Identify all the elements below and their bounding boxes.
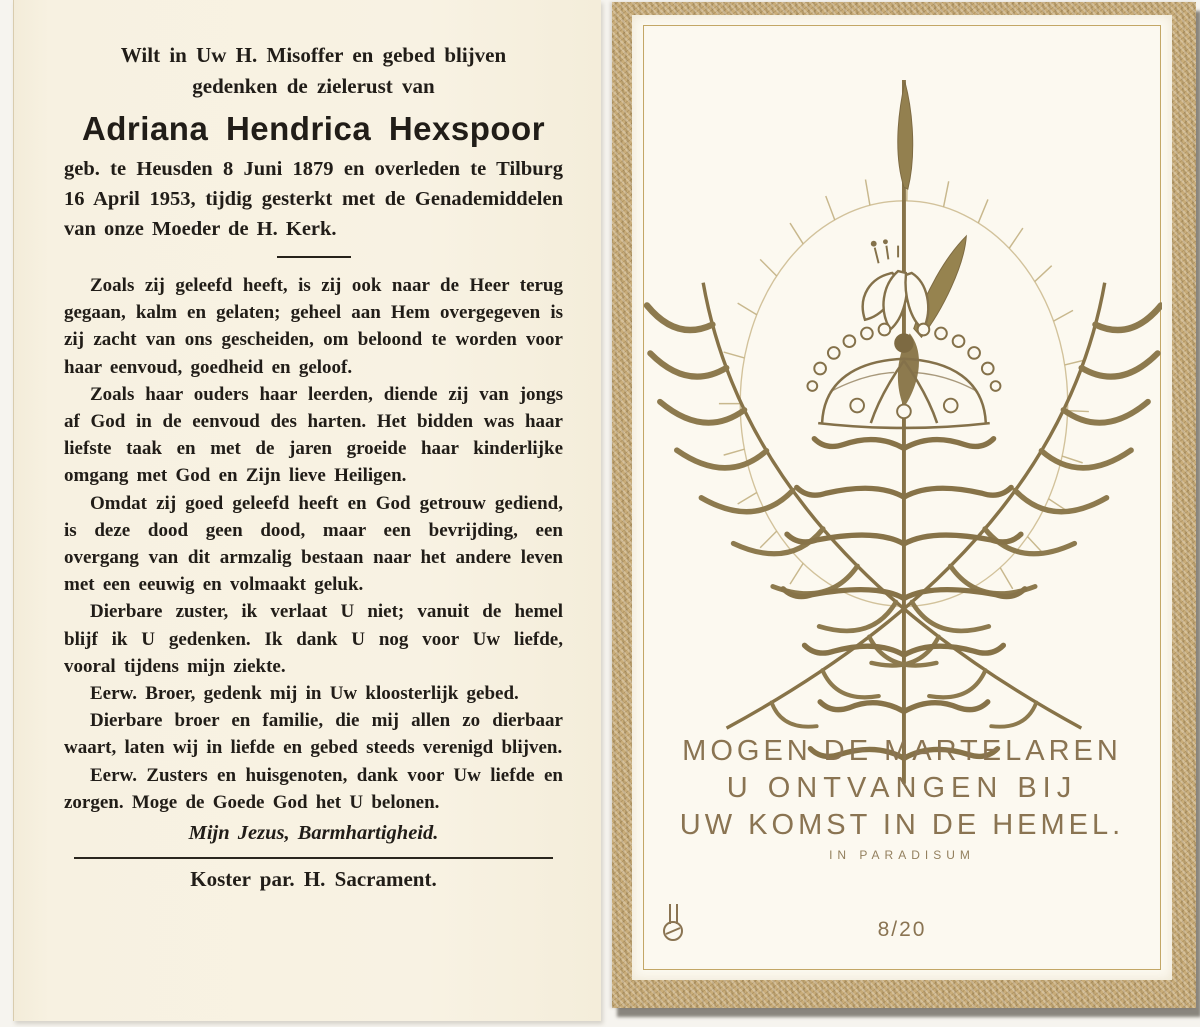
paragraph: Eerw. Broer, gedenk mij in Uw kloosterlijk gebed. (90, 683, 519, 705)
paragraph: Zoals zij geleefd heeft, is zij ook naar de Heer terug gegaan, kalm en gelaten; geheel aan Hem overgegeven is zij zacht van ons gescheiden, om beloond te worden voor haar eenvoud, goedheid en geloof. (64, 275, 563, 378)
section-divider (277, 256, 351, 258)
series-number: 8/20 (877, 918, 927, 941)
obituary-body (64, 272, 563, 816)
martyr-palm-crown-illustration (642, 41, 1162, 816)
crown-palm-halo-drawing (642, 41, 1162, 811)
holy-card-face (632, 15, 1172, 980)
prayer-invocation: Mijn Jezus, Barmhartigheid. (188, 822, 439, 845)
intro-line: Wilt in Uw H. Misoffer en gebed blijven (120, 43, 507, 67)
caption-latin: IN PARADISUM (829, 848, 975, 862)
paragraph: Dierbare zuster, ik verlaat U niet; vanuit de hemel blijf ik U gedenken. Ik dank U nog voor Uw liefde, vooral tijdens mijn ziekte. (64, 601, 563, 677)
paragraph: Zoals haar ouders haar leerden, diende zij van jongs af God in de eenvoud des harten. Het bidden was haar liefste taak en met de jaren groeide haar kinderlijke omgang met God en Zijn lieve Heiligen. (64, 383, 563, 487)
parish-footer: Koster par. H. Sacrament. (190, 867, 437, 892)
paragraph: Eerw. Zusters en huisgenoten, dank voor Uw liefde en zorgen. Moge de Goede God het U belonen. (64, 764, 563, 813)
deceased-name: Adriana Hendrica Hexspoor (81, 110, 546, 147)
card-caption (632, 733, 1172, 862)
caption-line: MOGEN DE MARTELAREN (682, 735, 1122, 767)
paragraph: Omdat zij goed geleefd heeft en God getrouw gediend, is deze dood geen dood, maar een bevrijding, een overgang van dit armzalig bestaan naar het andere leven met een eeuwig en volmaakt geluk. (64, 492, 563, 596)
holy-card-gilded-border (612, 2, 1196, 1008)
caption-line: UW KOMST IN DE HEMEL. (679, 809, 1125, 841)
footer-divider (74, 857, 553, 859)
caption-line: U ONTVANGEN BIJ (726, 772, 1078, 804)
artist-monogram-icon (660, 900, 690, 944)
memorial-text-page (13, 0, 601, 1021)
birth-death-details: geb. te Heusden 8 Juni 1879 en overleden te Tilburg 16 April 1953, tijdig gesterkt met de Genademiddelen van onze Moeder de H. Kerk. (64, 158, 563, 240)
paragraph: Dierbare broer en familie, die mij allen zo dierbaar waart, laten wij in liefde en gebed steeds verenigd blijven. (64, 710, 563, 759)
intro-line: gedenken de zielerust van (192, 74, 435, 98)
